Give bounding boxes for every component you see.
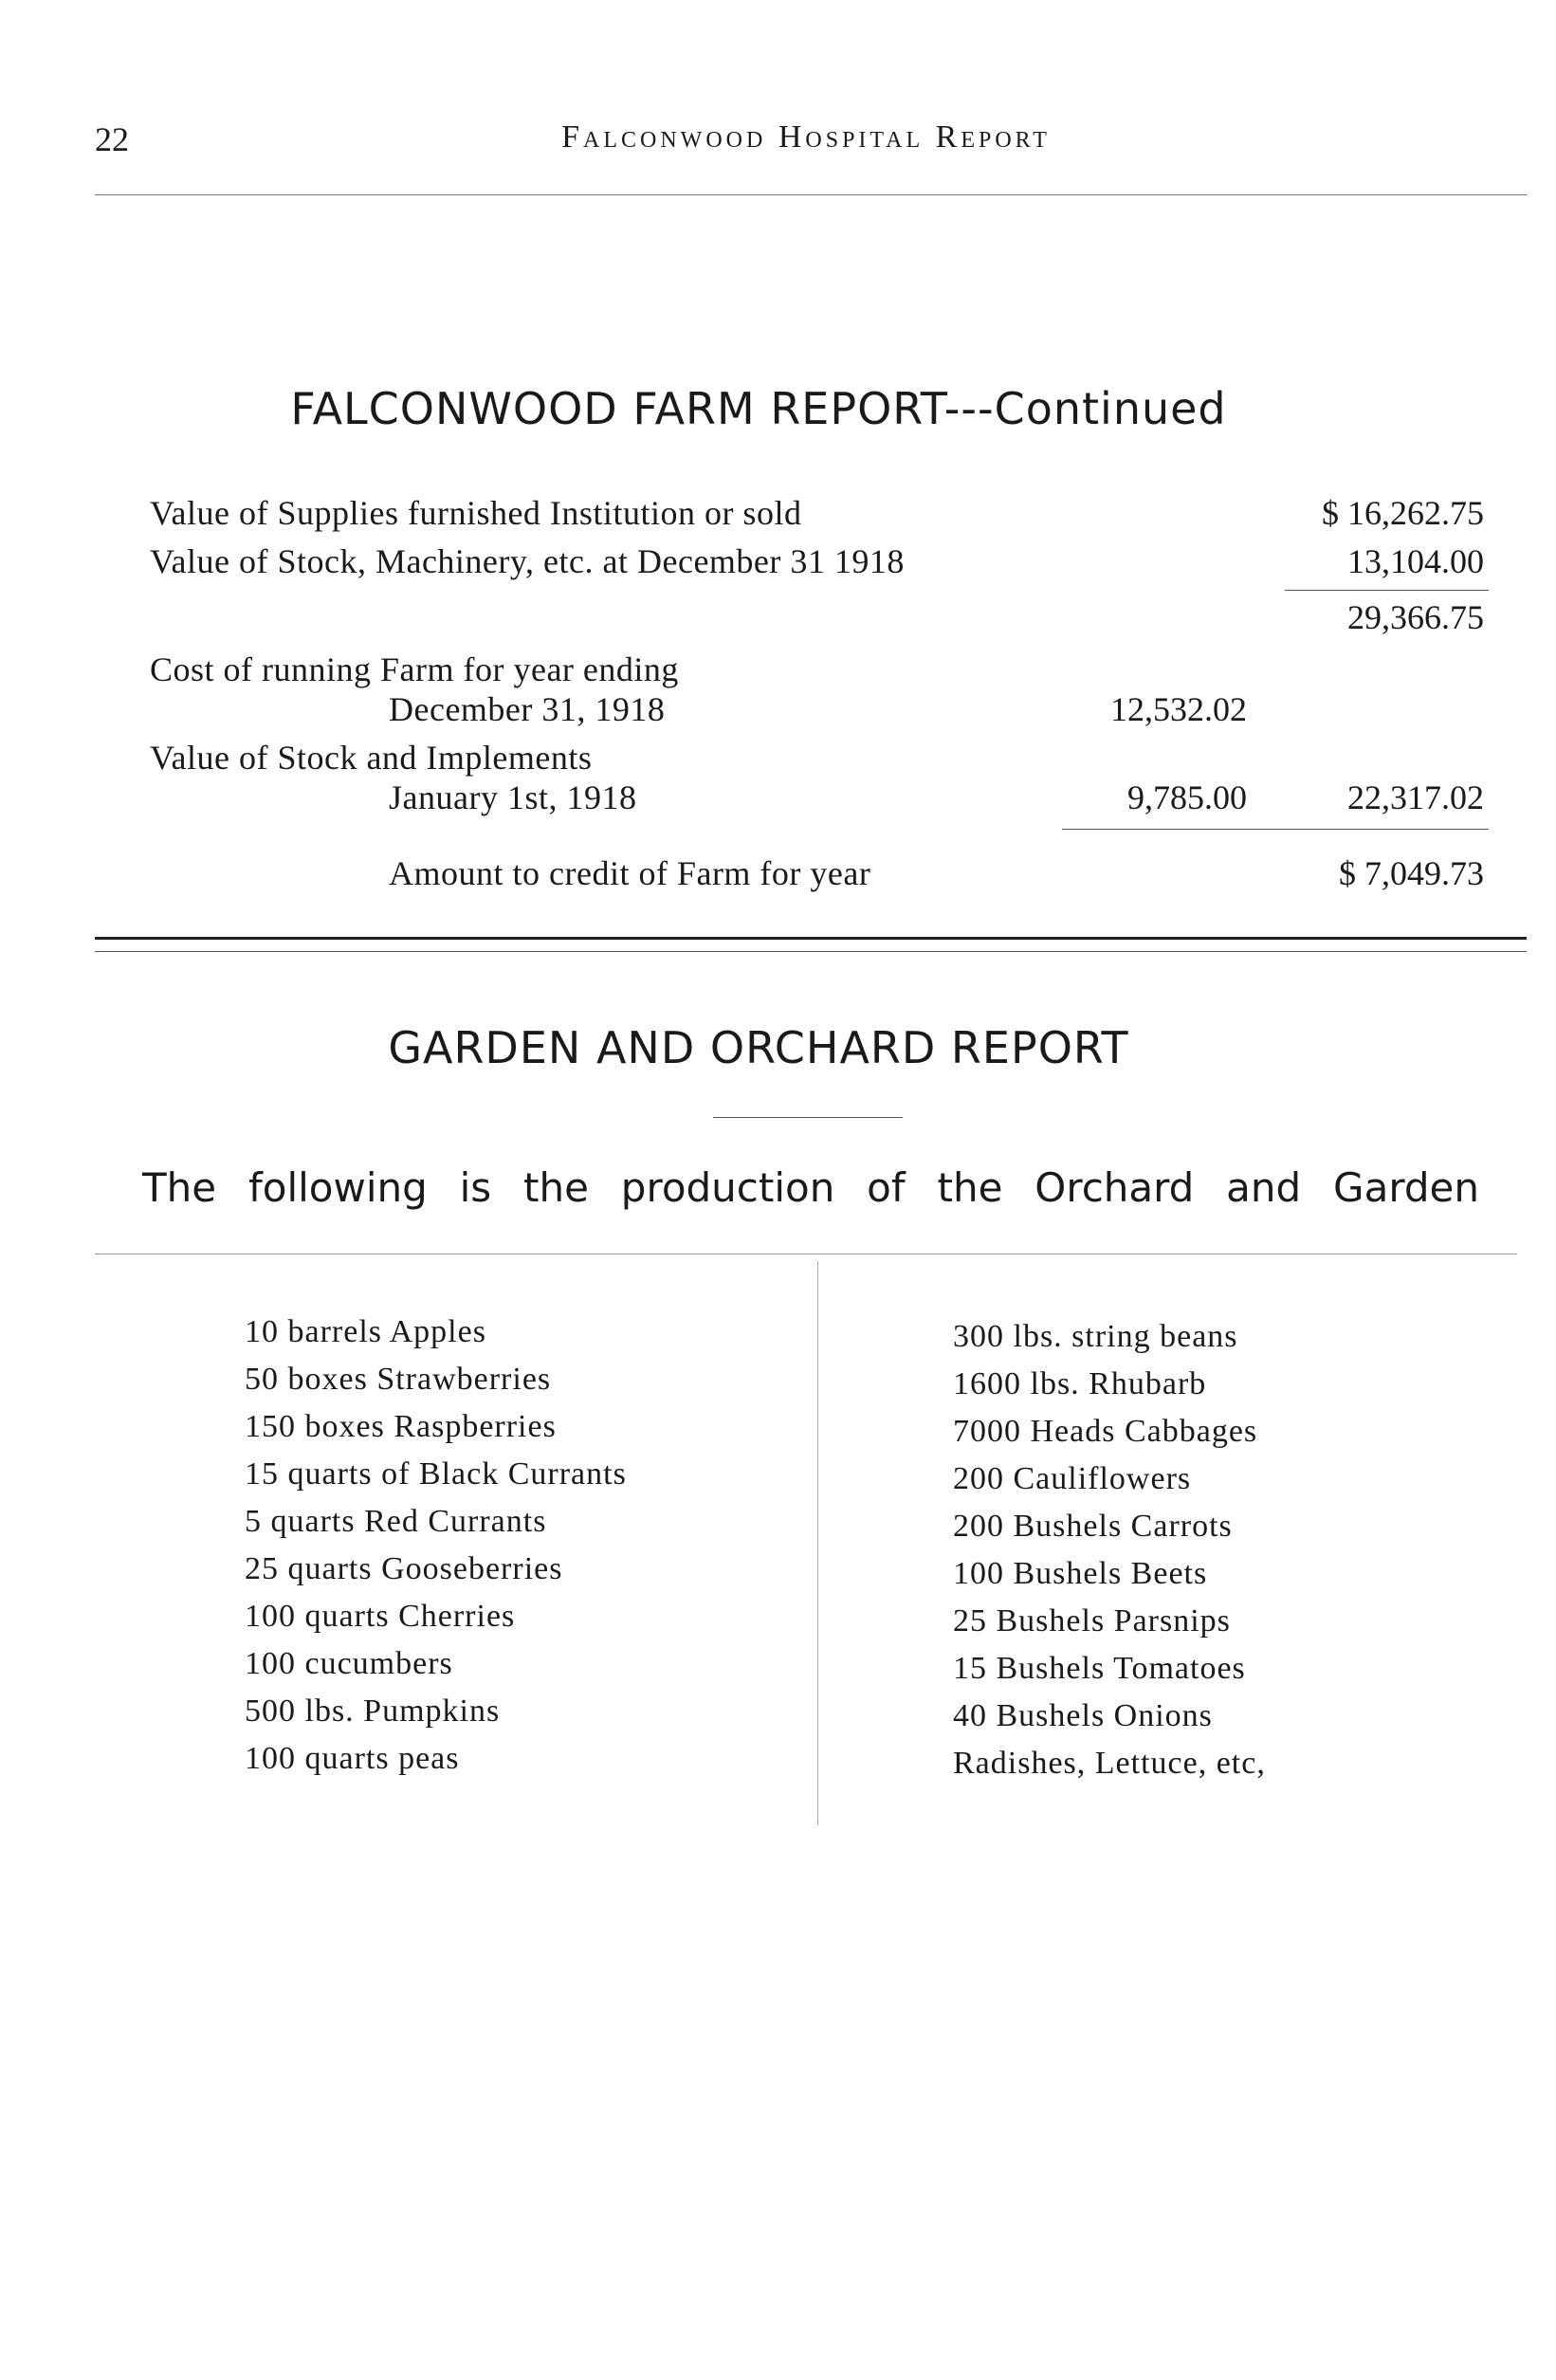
subtotal-rule (1285, 590, 1489, 591)
implements-value: 9,785.00 (1127, 778, 1247, 816)
garden-list (953, 1313, 1266, 1787)
list-item: 15 quarts of Black Currants (245, 1456, 627, 1492)
subtotal-value: 29,366.75 (1347, 598, 1484, 636)
cost-value: 12,532.02 (1110, 690, 1247, 728)
list-item: 15 Bushels Tomatoes (953, 1651, 1246, 1686)
orchard-list (245, 1309, 627, 1783)
column-divider (817, 1261, 818, 1825)
supplies-value: $ 16,262.75 (1322, 494, 1484, 532)
deductions-total: 22,317.02 (1347, 778, 1484, 816)
list-item: 100 Bushels Beets (953, 1556, 1208, 1591)
list-item: 100 quarts Cherries (245, 1599, 516, 1634)
list-item: 1600 lbs. Rhubarb (953, 1366, 1207, 1401)
list-item: 25 quarts Gooseberries (245, 1551, 563, 1586)
credit-value: $ 7,049.73 (1339, 854, 1484, 892)
stock-label: Value of Stock, Machinery, etc. at December 31 1918 (150, 542, 905, 580)
garden-report-title: GARDEN AND ORCHARD REPORT (388, 1022, 1129, 1073)
header-rule (95, 194, 1527, 195)
title-short-rule (713, 1117, 903, 1118)
stock-value: 13,104.00 (1347, 542, 1484, 580)
garden-intro: The following is the production of the Orchard and Garden (142, 1164, 1479, 1211)
list-item: 40 Bushels Onions (953, 1698, 1213, 1733)
supplies-label: Value of Supplies furnished Institution or sold (150, 494, 802, 532)
list-item: 5 quarts Red Currants (245, 1504, 547, 1539)
list-item: 50 boxes Strawberries (245, 1362, 552, 1397)
list-item: 300 lbs. string beans (953, 1319, 1238, 1354)
list-item: 100 quarts peas (245, 1741, 460, 1776)
list-item: 100 cucumbers (245, 1646, 453, 1681)
section-rule-thick (95, 937, 1527, 940)
credit-label: Amount to credit of Farm for year (389, 854, 871, 892)
section-rule-thin (95, 951, 1527, 952)
list-item: 150 boxes Raspberries (245, 1409, 557, 1444)
list-item: 7000 Heads Cabbages (953, 1414, 1258, 1449)
cost-label-line1: Cost of running Farm for year ending (150, 650, 679, 688)
list-item: 500 lbs. Pumpkins (245, 1693, 501, 1729)
implements-label-line1: Value of Stock and Implements (150, 739, 593, 777)
cost-label-line2: December 31, 1918 (389, 690, 666, 728)
list-item: 200 Cauliflowers (953, 1461, 1192, 1496)
farm-report-title: FALCONWOOD FARM REPORT---Continued (290, 383, 1227, 434)
running-title: Falconwood Hospital Report (561, 119, 1051, 155)
page-number: 22 (95, 120, 129, 158)
list-item: 200 Bushels Carrots (953, 1509, 1233, 1544)
list-item: Radishes, Lettuce, etc, (953, 1746, 1266, 1781)
implements-label-line2: January 1st, 1918 (389, 778, 637, 816)
list-item: 10 barrels Apples (245, 1314, 486, 1349)
deductions-rule (1062, 829, 1489, 830)
list-item: 25 Bushels Parsnips (953, 1603, 1231, 1639)
